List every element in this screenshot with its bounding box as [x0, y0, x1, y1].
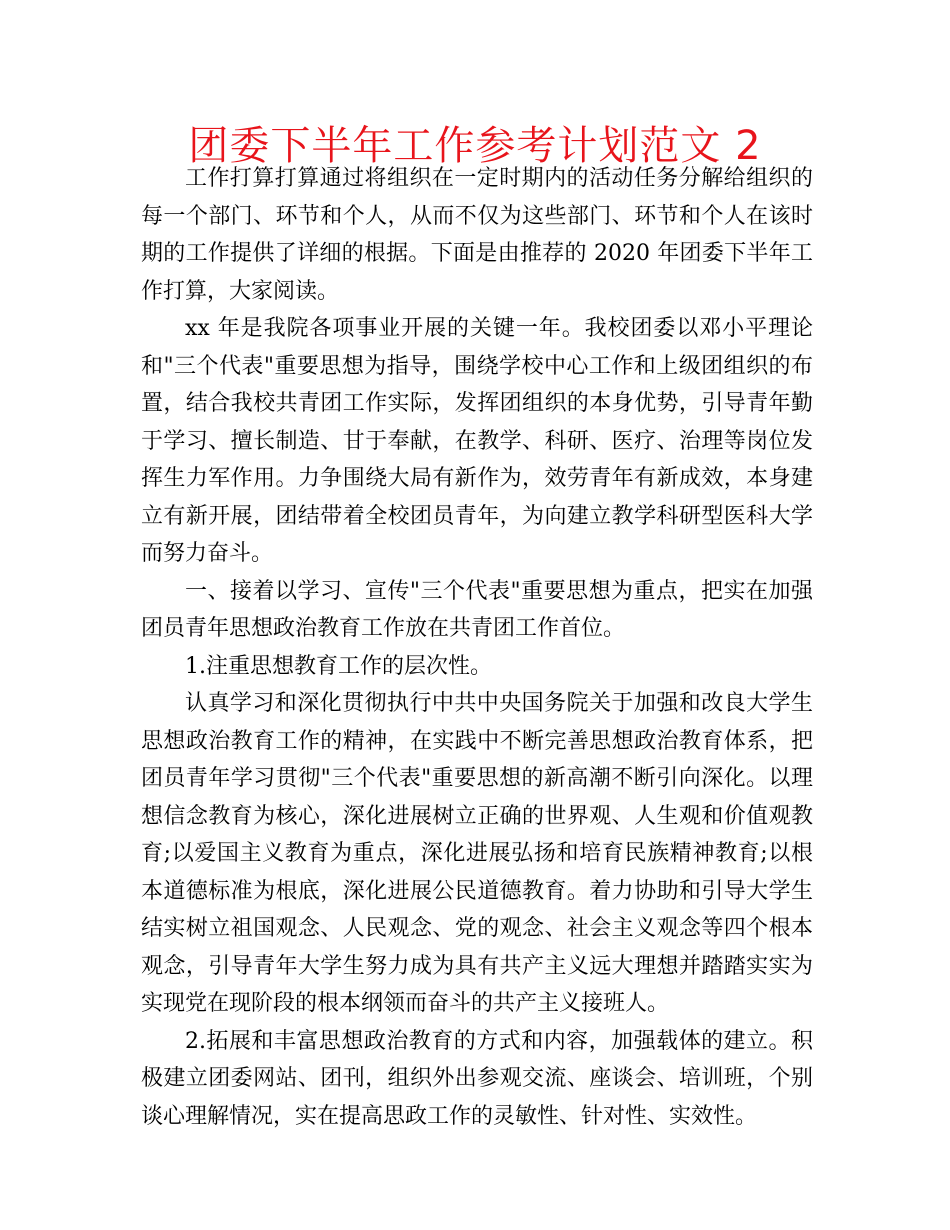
- paragraph-intro: 工作打算打算通过将组织在一定时期内的活动任务分解给组织的每一个部门、环节和个人，从而不仅为这些部门、环节和个人在该时期的工作提供了详细的根据。下面是由推荐的 2020 年团委下半年工作打算，大家阅读。: [141, 166, 813, 304]
- paragraph-overview: xx 年是我院各项事业开展的关键一年。我校团委以邓小平理论和"三个代表"重要思想为指导，围绕学校中心工作和上级团组织的布置，结合我校共青团工作实际，发挥团组织的本身优势，引导青年勤于学习、擅长制造、甘于奉献，在教学、科研、医疗、治理等岗位发挥生力军作用。力争围绕大局有新作为，效劳青年有新成效，本身建立有新开展，团结带着全校团员青年，为向建立教学科研型医科大学而努力奋斗。: [141, 316, 813, 566]
- paragraph-1-1: 认真学习和深化贯彻执行中共中央国务院关于加强和改良大学生思想政治教育工作的精神，在实践中不断完善思想政治教育体系，把团员青年学习贯彻"三个代表"重要思想的新高潮不断引向深化。以理想信念教育为核心，深化进展树立正确的世界观、人生观和价值观教育;以爱国主义教育为重点，深化进展弘扬和培育民族精神教育;以根本道德标准为根底，深化进展公民道德教育。着力协助和引导大学生结实树立祖国观念、人民观念、党的观念、社会主义观念等四个根本观念，引导青年大学生努力成为具有共产主义远大理想并踏踏实实为实现党在现阶段的根本纲领而奋斗的共产主义接班人。: [141, 691, 813, 1016]
- document-body: [141, 160, 813, 1135]
- document-title: 团委下半年工作参考计划范文 2: [188, 123, 762, 169]
- section-heading-1: 一、接着以学习、宣传"三个代表"重要思想为重点，把实在加强团员青年思想政治教育工作放在共青团工作首位。: [141, 578, 813, 641]
- paragraph-1-2: 2.拓展和丰富思想政治教育的方式和内容，加强载体的建立。积极建立团委网站、团刊，组织外出参观交流、座谈会、培训班，个别谈心理解情况，实在提高思政工作的灵敏性、针对性、实效性。: [141, 1028, 813, 1129]
- subheading-1-1: 1.注重思想教育工作的层次性。: [185, 653, 492, 679]
